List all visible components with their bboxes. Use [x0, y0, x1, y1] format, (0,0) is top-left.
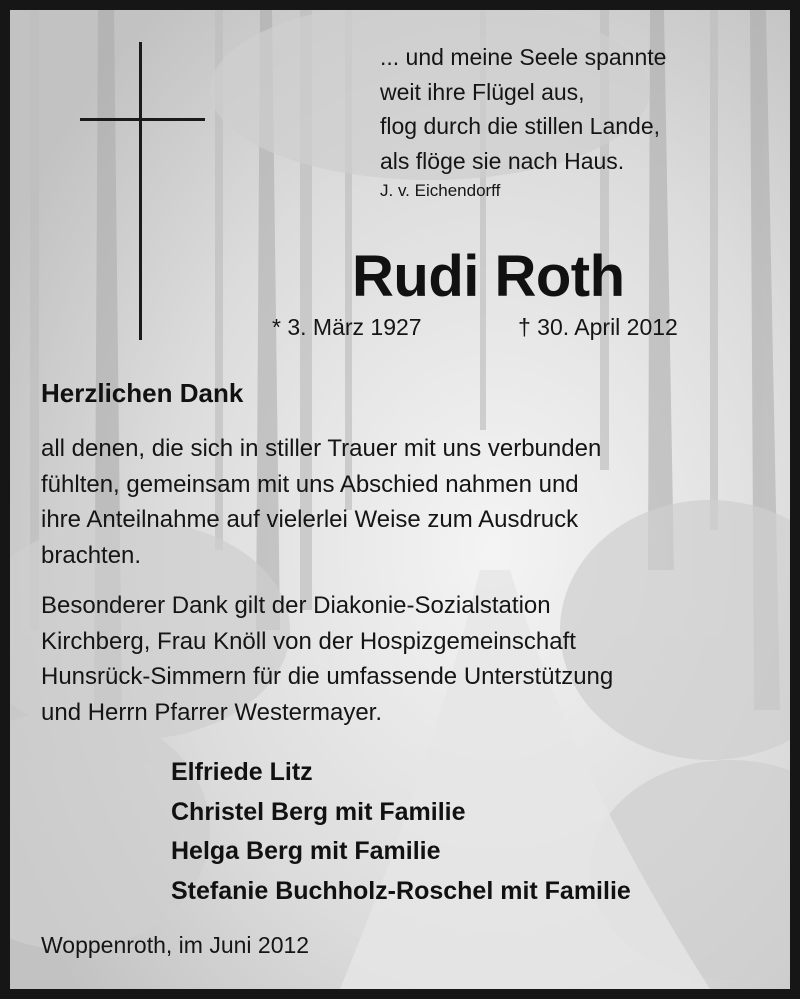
paragraph-line: ihre Anteilnahme auf vielerlei Weise zum Ausdruck — [41, 506, 579, 533]
paragraph-line: all denen, die sich in stiller Trauer mit uns verbunden — [41, 435, 602, 462]
mourner-name: Christel Berg mit Familie — [171, 797, 466, 826]
thanks-paragraph — [41, 431, 771, 573]
cross-icon-vertical-bar — [139, 42, 142, 340]
deceased-name: Rudi Roth — [352, 244, 625, 309]
birth-date: * 3. März 1927 — [272, 314, 422, 340]
mourner-name: Stefanie Buchholz-Roschel mit Familie — [171, 876, 631, 905]
special-thanks-paragraph — [41, 588, 781, 730]
poem-line: als flöge sie nach Haus. — [380, 147, 625, 174]
poem-line: weit ihre Flügel aus, — [380, 78, 585, 105]
paragraph-line: und Herrn Pfarrer Westermayer. — [41, 698, 383, 726]
cross-icon-horizontal-bar — [80, 118, 205, 121]
mourners-list — [171, 753, 631, 911]
place-and-date: Woppenroth, im Juni 2012 — [41, 932, 310, 958]
death-date: † 30. April 2012 — [518, 314, 678, 340]
mourner-name: Elfriede Litz — [171, 758, 313, 786]
poem-author: J. v. Eichendorff — [380, 181, 501, 200]
poem-quote — [380, 40, 666, 178]
paragraph-line: Hunsrück-Simmern für die umfassende Unterstützung — [41, 663, 614, 690]
thanks-heading: Herzlichen Dank — [41, 378, 244, 408]
paragraph-line: Kirchberg, Frau Knöll von der Hospizgemeinschaft — [41, 627, 576, 655]
mourner-name: Helga Berg mit Familie — [171, 837, 441, 865]
poem-line: ... und meine Seele spannte — [380, 44, 667, 70]
paragraph-line: Besonderer Dank gilt der Diakonie-Sozialstation — [41, 592, 551, 619]
poem-line: flog durch die stillen Lande, — [380, 113, 661, 139]
paragraph-line: fühlten, gemeinsam mit uns Abschied nahmen und — [41, 470, 579, 498]
paragraph-line: brachten. — [41, 541, 142, 569]
